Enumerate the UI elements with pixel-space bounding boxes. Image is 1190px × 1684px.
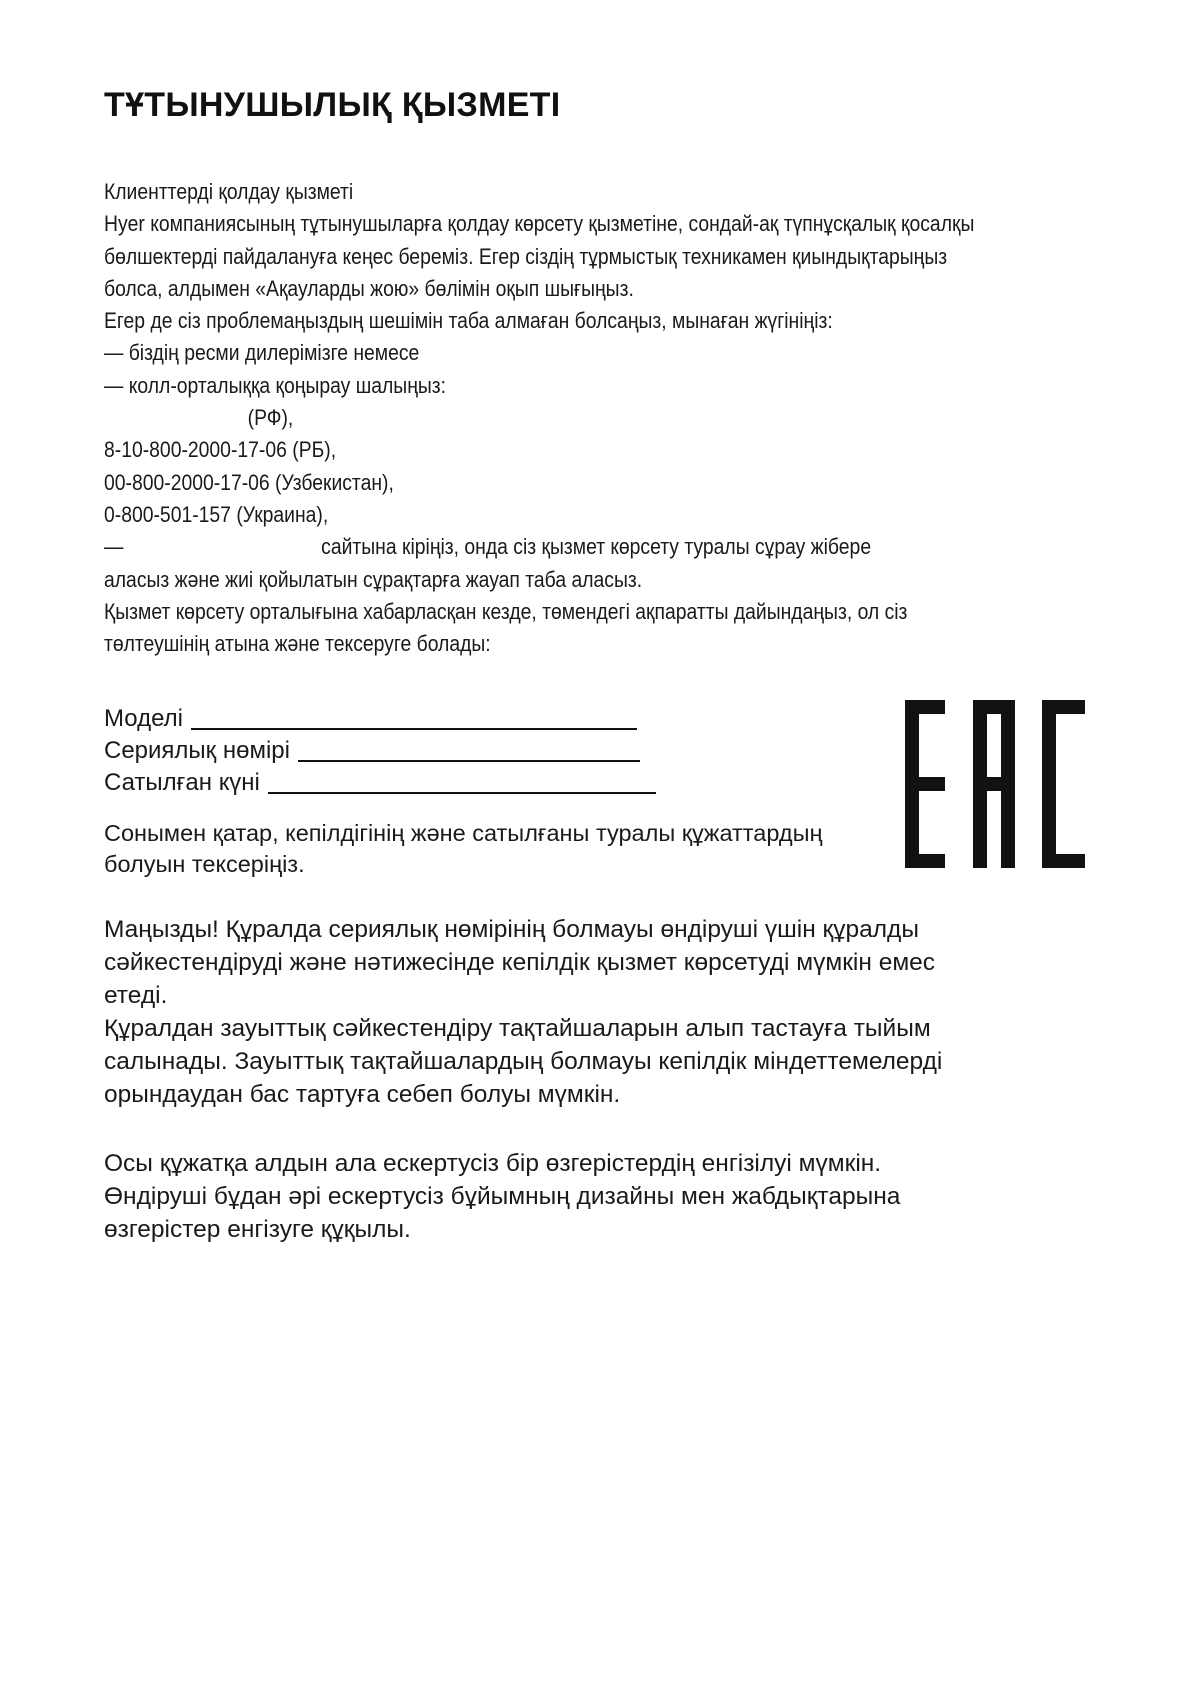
important-line: етеді. <box>104 982 168 1009</box>
phone-ua: 0-800-501-157 (Украина), <box>104 501 329 527</box>
phone-uz: 00-800-2000-17-06 (Узбекистан), <box>104 469 394 495</box>
dash: — <box>104 534 124 560</box>
intro-line: Егер де сіз проблемаңыздың шешімін таба алмаған болсаңыз, мынаған жүгініңіз: <box>104 308 833 334</box>
check-line: Сонымен қатар, кепілдігінің және сатылғаны туралы құжаттардың <box>104 820 823 846</box>
website-text: сайтына кіріңіз, онда сіз қызмет көрсету туралы сұрау жібере <box>321 534 872 560</box>
phone-ru-suffix: (РФ), <box>247 405 294 431</box>
date-row <box>104 767 656 799</box>
intro-line: Hyer компаниясының тұтынушыларға қолдау көрсету қызметіне, сондай-ақ түпнұсқалық қосалқы <box>104 211 975 237</box>
website-line <box>104 531 964 563</box>
intro-line: аласыз және жиі қойылатын сұрақтарға жауап таба аласыз. <box>104 566 643 592</box>
important-notice <box>104 913 942 1111</box>
documents-check <box>104 818 822 880</box>
model-row <box>104 703 656 735</box>
product-info-form <box>104 703 656 799</box>
date-label: Сатылған күні <box>104 769 260 796</box>
notice-line: Осы құжатқа алдын ала ескертусіз бір өзгерістердің енгізілуі мүмкін. <box>104 1150 882 1177</box>
intro-line: Клиенттерді қолдау қызметі <box>104 179 354 204</box>
intro-line: бөлшектерді пайдалануға кеңес береміз. Егер сіздің тұрмыстық техникамен қиындықтарыңыз <box>104 243 948 269</box>
important-line: салынады. Зауыттық тақтайшалардың болмауы кепілдік міндеттемелерді <box>104 1048 943 1075</box>
intro-line: Қызмет көрсету орталығына хабарласқан кезде, төмендегі ақпаратты дайындаңыз, ол сіз <box>104 598 908 624</box>
change-notice <box>104 1147 900 1246</box>
phone-by: 8-10-800-2000-17-06 (РБ), <box>104 437 337 463</box>
page-title: ТҰТЫНУШЫЛЫҚ ҚЫЗМЕТІ <box>104 86 561 124</box>
intro-line: — біздің ресми дилерімізге немесе <box>104 340 420 366</box>
serial-label: Сериялық нөмірі <box>104 737 290 764</box>
intro-line: — колл-орталыққа қоңырау шалыңыз: <box>104 372 447 398</box>
intro-section <box>104 176 1104 660</box>
intro-line: төлтеушінің атына және тексеруге болады: <box>104 631 491 657</box>
serial-row <box>104 735 656 767</box>
eac-logo <box>905 700 1085 868</box>
important-line: сәйкестендіруді және нәтижесінде кепілдік қызмет көрсетуді мүмкін емес <box>104 949 936 976</box>
date-field-line[interactable] <box>268 768 656 794</box>
serial-field-line[interactable] <box>298 736 640 762</box>
important-line: Маңызды! Құралда сериялық нөмірінің болмауы өндіруші үшін құралды <box>104 916 919 943</box>
phone-ru <box>104 402 964 434</box>
notice-line: Өндіруші бұдан әрі ескертусіз бұйымның дизайны мен жабдықтарына <box>104 1183 901 1210</box>
intro-line: болса, алдымен «Ақауларды жою» бөлімін оқып шығыңыз. <box>104 275 634 301</box>
important-line: орындаудан бас тартуға себеп болуы мүмкін. <box>104 1081 621 1108</box>
check-line: болуын тексеріңіз. <box>104 851 305 877</box>
model-field-line[interactable] <box>191 704 637 730</box>
important-line: Құралдан зауыттық сәйкестендіру тақтайшаларын алып тастауға тыйым <box>104 1015 931 1042</box>
model-label: Моделі <box>104 705 183 732</box>
notice-line: өзгерістер енгізуге құқылы. <box>104 1216 411 1243</box>
